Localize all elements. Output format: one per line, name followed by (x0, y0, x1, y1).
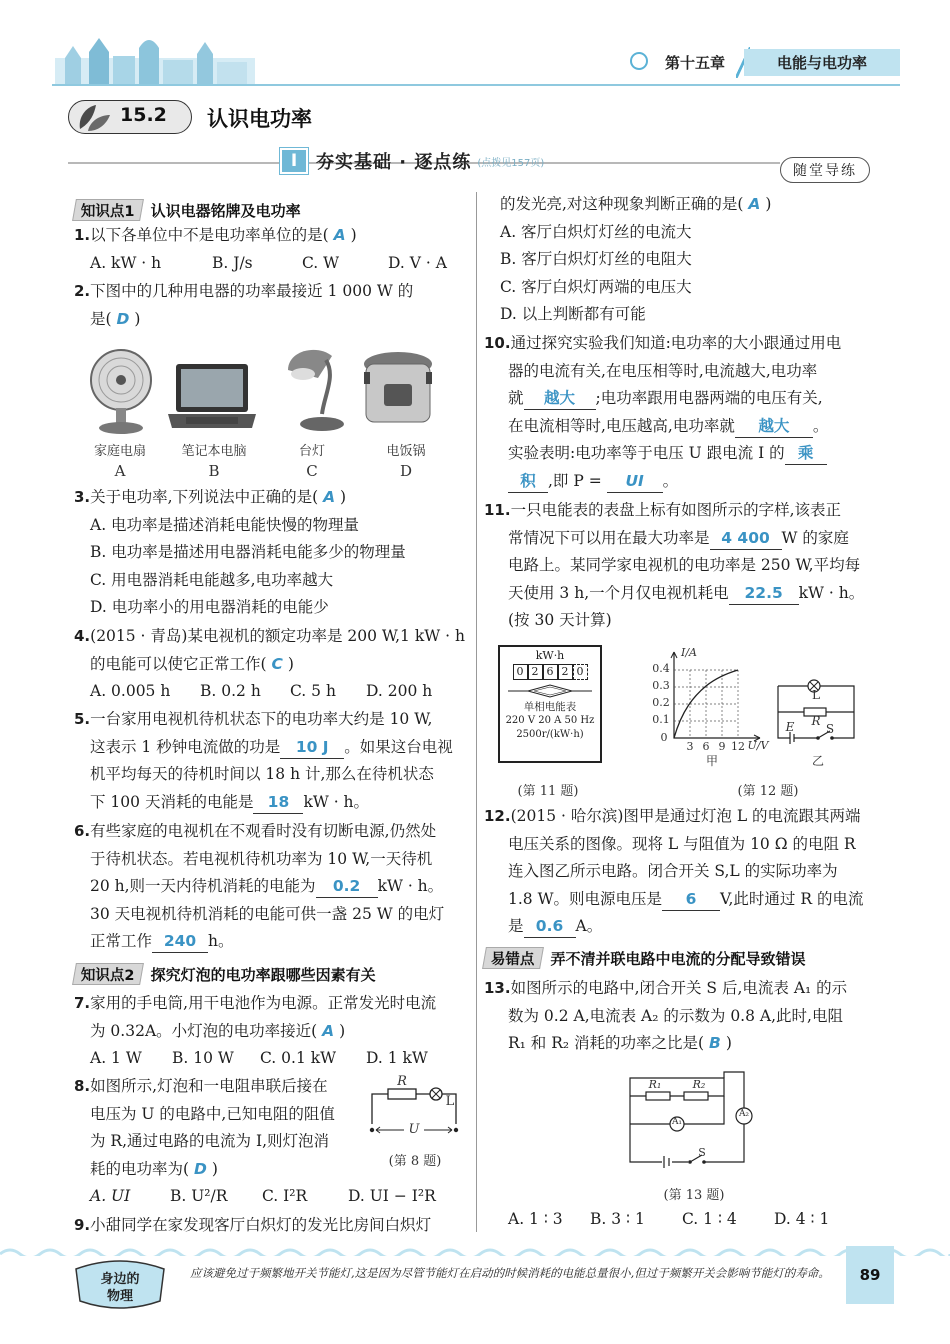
answer: A (333, 226, 346, 244)
question-7: 7.家用的手电筒,用干电池作为电源。正常发光时电流 为 0.32A。小灯泡的电功率接近( A ) A. 1 W B. 10 W C. 0.1 kW D. 1 kW (74, 990, 436, 1073)
meter-spec: 220 V 20 A 50 Hz (505, 715, 595, 726)
y-tick: 0.3 (652, 679, 670, 692)
fill-blank: 越大 (735, 415, 813, 438)
option: A. 0.005 h (90, 682, 171, 700)
chapter-label: 第十五章 (650, 49, 740, 76)
option: D. UI − I²R (348, 1187, 436, 1205)
question-10: 10.通过探究实验我们知道:电功率的大小跟通过用电 器的电流有关,在电压相等时,电流越大,电功率 就 越大 ;电功率跟用电器两端的电压有关, 在电流相等时,电压越高,电功率就 越大 。 实验表明:电功率等于电压 U 跟电流 I 的 乘 积 ,即 P = UI 。 (484, 330, 841, 495)
energy-meter (498, 645, 602, 763)
knowledge-point-1 (74, 198, 301, 222)
answer: B (709, 1034, 721, 1052)
option: B. 电功率是描述用电器消耗电能多少的物理量 (90, 543, 406, 561)
footer-logo (70, 1257, 170, 1313)
option: C. 5 h (290, 682, 336, 700)
label-R2: R₂ (692, 1078, 706, 1091)
page-number: 89 (846, 1246, 894, 1304)
figure-caption: (第 11 题) (517, 784, 579, 799)
section-number: 15.2 (120, 104, 167, 126)
question-5: 5.一台家用电视机待机状态下的电功率大约是 10 W, 这表示 1 秒钟电流做的功是 10 J 。如果这台电视 机平均每天的待机时间以 18 h 计,那么在待机状态 下 100 天消耗的电能是 18 kW · h。 (74, 706, 453, 816)
option: B. 10 W (172, 1049, 234, 1067)
error-point (484, 946, 806, 970)
question-12: 12.(2015 · 哈尔滨)图甲是通过灯泡 L 的电流跟其两端 电压关系的图像。现将 L 与阻值为 10 Ω 的电阻 R 连入图乙所示电路。闭合开关 S,L 的实际功率为 1.8 W。则电源电压是 6 V,此时通过 R 的电流 是 0.6 A。 (484, 803, 863, 941)
fill-blank: 6 (662, 888, 720, 911)
fill-blank: 0.6 (524, 915, 576, 938)
section-title: 认识电功率 (207, 107, 312, 131)
option: B. 客厅白炽灯灯丝的电阻大 (500, 250, 692, 268)
option: B. 0.2 h (200, 682, 261, 700)
option: A. kW · h (90, 253, 162, 272)
question-8: 8.如图所示,灯泡和一电阻串联后接在 电压为 U 的电路中,已知电阻的阻值 为 R,通过电路的电流为 I,则灯泡消 耗的电功率为( D ) A. UI B. U²/R C. I²R D. UI − I²R (74, 1073, 436, 1211)
question-9-cont: 的发光亮,对这种现象判断正确的是( A ) A. 客厅白炽灯灯丝的电流大 B. 客厅白炽灯灯丝的电阻大 C. 客厅白炽灯两端的电压大 D. 以上判断都有可能 (500, 191, 771, 329)
knowledge-point-2 (74, 962, 376, 986)
banner-note: (点拨见157页) (477, 157, 545, 169)
kp-label: 知识点2 (81, 967, 135, 984)
option: D. 200 h (366, 682, 433, 700)
kp-label: 易错点 (491, 951, 535, 968)
x-tick: 9 (718, 740, 726, 753)
label-R1: R₁ (648, 1078, 662, 1091)
svg-text:物理: 物理 (106, 1289, 134, 1304)
figure-caption: (第 12 题) (737, 784, 799, 799)
image-letter: D (399, 462, 413, 480)
fill-blank: 18 (253, 791, 303, 814)
meter-digits (500, 664, 600, 680)
option: D. 以上判断都有可能 (500, 305, 646, 323)
graph-ylabel: I/A (681, 646, 697, 659)
label-L: L (812, 688, 820, 702)
option: B. U²/R (170, 1187, 228, 1205)
answer: C (271, 654, 283, 673)
x-tick: 3 (686, 740, 694, 753)
fill-blank: 22.5 (729, 582, 799, 605)
meter-digit: 0 (513, 664, 528, 680)
question-13: 13.如图所示的电路中,闭合开关 S 后,电流表 A₁ 的示 数为 0.2 A,电流表 A₂ 的示数为 0.8 A,此时,电阻 R₁ 和 R₂ 消耗的功率之比是( B ) (484, 979, 848, 1052)
x-tick: 6 (702, 740, 710, 753)
meter-digit: 6 (543, 664, 558, 680)
fill-blank: 越大 (524, 387, 596, 410)
chapter-badge-icon (630, 52, 648, 70)
label-R: R (811, 714, 821, 728)
fill-blank: 积 (508, 470, 548, 493)
answer: D (116, 309, 130, 328)
label-A1: A₁ (671, 1117, 683, 1127)
rice-cooker-image (358, 348, 438, 434)
graph-xlabel: U/V (747, 739, 769, 752)
y-tick: 0.1 (652, 713, 670, 726)
x-tick: 12 (731, 740, 745, 753)
image-letter: B (208, 462, 220, 480)
meter-digit: 2 (528, 664, 543, 680)
answer: A (323, 488, 336, 506)
meter-digit: 0 (573, 664, 588, 680)
footer-logo-text: 身边的 (100, 1272, 140, 1287)
option: D. 4 ∶ 1 (774, 1210, 830, 1228)
meter-unit: kW·h (535, 649, 565, 662)
label-jia: 甲 (705, 754, 718, 768)
option: C. 客厅白炽灯两端的电压大 (500, 277, 692, 296)
option: C. 1 ∶ 4 (682, 1210, 737, 1228)
option: B. 3 ∶ 1 (590, 1210, 645, 1228)
kp-title: 探究灯泡的电功率跟哪些因素有关 (150, 965, 376, 984)
label-L: L (445, 1094, 455, 1109)
column-divider (476, 192, 477, 1232)
fill-blank: 乘 (785, 442, 827, 465)
laptop-image (166, 360, 258, 434)
image-letter: C (306, 462, 318, 480)
banner-number: Ⅰ (280, 148, 308, 174)
label-R: R (397, 1074, 407, 1089)
question-13-options (508, 1206, 829, 1234)
footer-tip: 应该避免过于频繁地开关节能灯,这是因为尽管节能灯在启动的时候消耗的电能总量很小,但过于频繁开关会影响节能灯的寿命。 (190, 1266, 830, 1280)
option: A. 1 W (90, 1049, 142, 1067)
option: A. UI (90, 1187, 131, 1205)
question-2: 2.下图中的几种用电器的功率最接近 1 000 W 的 是( D ) (74, 282, 414, 328)
label-S: S (825, 722, 835, 736)
option: A. 电功率是描述消耗电能快慢的物理量 (90, 515, 360, 534)
fill-blank: 10 J (280, 736, 344, 759)
question-4: 4.(2015 · 青岛)某电视机的额定功率是 200 W,1 kW · h 的电能可以使它正常工作( C ) A. 0.005 h B. 0.2 h C. 5 h D. 200 h (74, 623, 465, 706)
meter-disc-icon (508, 684, 592, 698)
meter-name: 单相电能表 (523, 701, 577, 713)
figure-caption: (第 13 题) (663, 1188, 725, 1203)
option: B. J/s (212, 253, 253, 272)
skyline-illustration (55, 28, 255, 86)
image-letter: A (114, 462, 126, 480)
q12-circuit-diagram (774, 676, 858, 746)
answer: D (194, 1159, 207, 1178)
image-label: 电饭锅 (386, 444, 426, 459)
practice-banner (280, 146, 650, 176)
fill-blank: 4 400 (710, 527, 782, 550)
chapter-title: 电能与电功率 (744, 49, 900, 76)
banner-tag: 随堂导练 (780, 157, 870, 183)
option: A. 客厅白炽灯灯丝的电流大 (500, 222, 692, 241)
label-A2: A₂ (738, 1109, 750, 1119)
question-1: 1.以下各单位中不是电功率单位的是( A ) A. kW · h B. J/s C. W D. V · A (74, 222, 447, 277)
kp-title: 弄不清并联电路中电流的分配导致错误 (550, 949, 806, 968)
y-tick: 0.4 (652, 662, 670, 675)
kp-title: 认识电器铭牌及电功率 (150, 201, 301, 220)
option: C. I²R (262, 1187, 308, 1205)
question-9-start: 9.小甜同学在家发现客厅白炽灯的发光比房间白炽灯 (74, 1216, 432, 1234)
banner-text: 夯实基础 · 逐点练 (316, 152, 472, 173)
question-11: 11.一只电能表的表盘上标有如图所示的字样,该表正 常情况下可以用在最大功率是 4 400 W 的家庭 电路上。某同学家电视机的电功率是 250 W,平均每 天使用 3 h,一个月仅电视机耗电 22.5 kW · h。 (按 30 天计算) (484, 501, 865, 629)
option: D. 电功率小的用电器消耗的电能少 (90, 598, 329, 616)
option: D. 1 kW (366, 1049, 428, 1067)
fan-image (88, 344, 154, 436)
option: C. W (302, 253, 340, 272)
fill-blank: 240 (152, 930, 208, 953)
option: C. 用电器消耗电能越多,电功率越大 (90, 570, 334, 589)
y-tick: 0.2 (652, 696, 670, 709)
answer: A (322, 1021, 335, 1040)
meter-digit: 2 (558, 664, 573, 680)
fill-blank: UI (607, 470, 663, 493)
image-label: 台灯 (298, 444, 325, 459)
option: C. 0.1 kW (260, 1049, 337, 1067)
option: A. 1 ∶ 3 (508, 1210, 563, 1228)
fill-blank: 0.2 (316, 875, 378, 898)
meter-spec: 2500r/(kW·h) (516, 729, 584, 740)
kp-label: 知识点1 (81, 203, 135, 220)
label-S: S (698, 1146, 706, 1159)
leaf-icon (74, 101, 114, 133)
label-U: U (408, 1122, 420, 1137)
lamp-image (278, 340, 348, 434)
question-3: 3.关于电功率,下列说法中正确的是( A ) A. 电功率是描述消耗电能快慢的物理量 B. 电功率是描述用电器消耗电能多少的物理量 C. 用电器消耗电能越多,电功率越大 D. 电功率小的用电器消耗的电能少 (74, 484, 406, 622)
image-label: 笔记本电脑 (181, 444, 247, 459)
label-yi: 乙 (811, 754, 824, 768)
figure-caption: (第 8 题) (388, 1154, 442, 1169)
y-tick: 0 (660, 731, 668, 744)
header-rule (52, 84, 900, 86)
label-E: E (785, 720, 795, 734)
answer: A (748, 195, 761, 213)
question-6: 6.有些家庭的电视机在不观看时没有切断电源,仍然处 于待机状态。若电视机待机功率为 10 W,一天待机 20 h,则一天内待机消耗的电能为 0.2 kW · h。 30 天电视机待机消耗的电能可供一盏 25 W 的电灯 正常工作 240 h。 (74, 818, 444, 956)
option: D. V · A (388, 253, 447, 272)
image-label: 家庭电扇 (93, 444, 146, 459)
